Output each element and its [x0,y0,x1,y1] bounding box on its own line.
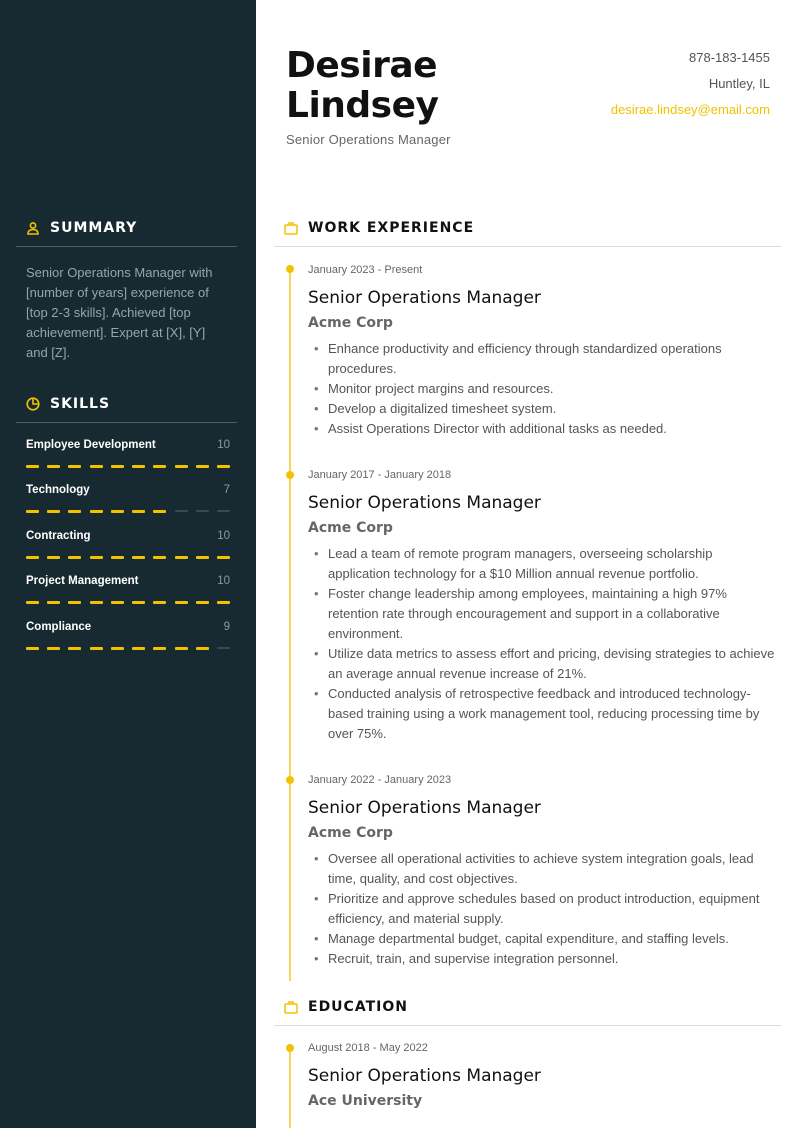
skill-name: Project Management [26,575,139,587]
job-company: Acme Corp [308,315,393,331]
skill-meter-segment [26,601,39,604]
skill-meter [26,647,230,650]
skill-item [26,484,230,513]
skill-level: 10 [217,575,230,587]
skill-meter-segment [111,647,124,650]
job-bullet: • Oversee all operational activities to achieve system integration goals, lead time, quality, and cost objectives. [308,849,778,889]
work-timeline [289,269,291,981]
skill-meter-segment [132,510,145,513]
skill-meter-segment [68,601,81,604]
person-icon [26,221,40,235]
location: Huntley, IL [708,76,770,91]
job-bullet: • Conducted analysis of retrospective feedback and introduced technology-based training using a work management tool, reducing processing time by over 75%. [308,684,778,744]
skill-level: 10 [217,439,230,451]
skill-meter-segment [196,465,209,468]
job-bullet: • Lead a team of remote program managers, overseeing scholarship application technology for a $10 Million annual revenue portfolio. [308,544,778,584]
skill-meter-segment [132,465,145,468]
skill-meter-segment [111,465,124,468]
skill-name: Compliance [26,621,92,633]
education-heading [284,999,408,1015]
skill-meter-segment [196,556,209,559]
skill-meter-segment [26,465,39,468]
timeline-dot [286,1044,294,1052]
skill-meter-segment [175,647,188,650]
skill-meter-segment [68,465,81,468]
skill-meter-segment [26,556,39,559]
briefcase-icon [284,1000,298,1014]
skill-meter-segment [153,510,166,513]
skills-heading-label: SKILLS [50,396,111,412]
summary-heading-label: SUMMARY [50,220,138,236]
job-bullet: • Monitor project margins and resources. [308,379,778,399]
skill-level: 10 [217,530,230,542]
skill-meter-segment [132,601,145,604]
timeline-dot [286,265,294,273]
job-bullet: • Utilize data metrics to assess effort and pricing, devising strategies to achieve an average annual revenue increase of 21%. [308,644,778,684]
skill-meter-segment [90,465,103,468]
timeline-dot [286,471,294,479]
job-company: Acme Corp [308,825,393,841]
skill-meter-segment [26,510,39,513]
skill-meter-segment [175,556,188,559]
skill-meter [26,510,230,513]
job-bullet: • Foster change leadership among employees, maintaining a high 97% retention rate through encouragement and support in a collaborative environment. [308,584,778,644]
skill-meter-segment [68,510,81,513]
job-bullet: • Develop a digitalized timesheet system. [308,399,778,419]
skill-meter-segment [90,510,103,513]
skill-meter-segment [111,510,124,513]
skill-meter-segment [217,510,230,512]
skill-meter-segment [111,601,124,604]
skill-meter-segment [217,465,230,468]
education-entry [308,1040,778,1111]
job-entry [308,467,778,744]
summary-heading [26,220,137,236]
skill-meter-segment [153,465,166,468]
job-entry [308,262,778,439]
contact-block [611,50,770,128]
skill-meter-segment [196,647,209,650]
skill-item [26,575,230,604]
job-company: Acme Corp [308,520,393,536]
job-bullets [308,849,778,969]
skill-meter-segment [90,647,103,650]
skill-meter-segment [68,556,81,559]
skill-name: Employee Development [26,439,156,451]
job-date: January 2023 - Present [308,264,423,276]
skill-meter-segment [47,510,60,513]
last-name: Lindsey [286,85,439,126]
skill-meter-segment [196,601,209,604]
education-heading-label: EDUCATION [308,999,408,1015]
work-divider [274,246,781,247]
job-bullet: • Enhance productivity and efficiency through standardized operations procedures. [308,339,778,379]
main-content [256,0,800,1128]
job-bullet: • Recruit, train, and supervise integration personnel. [308,949,778,969]
job-date: January 2022 - January 2023 [308,774,452,786]
briefcase-icon [284,221,298,235]
job-bullets [308,339,778,439]
skill-item [26,439,230,468]
education-title: Senior Operations Manager [308,1066,541,1086]
phone: 878-183-1455 [689,50,770,65]
job-entry [308,772,778,969]
job-bullet: • Assist Operations Director with additional tasks as needed. [308,419,778,439]
first-name: Desirae [286,45,438,86]
sidebar [0,0,256,1128]
skill-meter-segment [132,556,145,559]
skill-meter-segment [153,601,166,604]
work-experience-heading [284,220,474,236]
skill-meter-segment [111,556,124,559]
skill-meter [26,601,230,604]
skill-meter [26,465,230,468]
candidate-role: Senior Operations Manager [286,132,451,147]
skill-meter-segment [175,601,188,604]
education-date: August 2018 - May 2022 [308,1042,428,1054]
skill-meter-segment [175,510,188,512]
skill-meter-segment [217,647,230,649]
skill-meter-segment [153,647,166,650]
skill-meter-segment [153,556,166,559]
skill-meter-segment [47,647,60,650]
skill-meter-segment [217,601,230,604]
education-divider [274,1025,781,1026]
job-bullet: • Prioritize and approve schedules based on product introduction, equipment efficiency, and material supply. [308,889,778,929]
job-bullets [308,544,778,744]
skill-meter [26,556,230,559]
skill-meter-segment [47,556,60,559]
education-timeline [289,1048,291,1128]
skill-item [26,530,230,559]
email-link[interactable]: desirae.lindsey@email.com [610,102,770,117]
skill-meter-segment [26,647,39,650]
skill-meter-segment [90,601,103,604]
skill-item [26,621,230,650]
skill-name: Technology [26,484,90,496]
work-heading-label: WORK EXPERIENCE [308,220,475,236]
skill-level: 7 [223,484,230,496]
pie-chart-icon [26,397,40,411]
skill-level: 9 [223,621,230,633]
skill-meter-segment [68,647,81,650]
skill-meter-segment [175,465,188,468]
skills-divider [16,422,237,423]
skill-meter-segment [47,465,60,468]
job-title: Senior Operations Manager [308,493,541,513]
job-bullet: • Manage departmental budget, capital expenditure, and staffing levels. [308,929,778,949]
education-school: Ace University [308,1093,423,1109]
skill-meter-segment [217,556,230,559]
timeline-dot [286,776,294,784]
job-title: Senior Operations Manager [308,288,541,308]
skill-meter-segment [90,556,103,559]
skills-heading [26,396,110,412]
skill-name: Contracting [26,530,91,542]
job-title: Senior Operations Manager [308,798,541,818]
skill-meter-segment [47,601,60,604]
skill-meter-segment [132,647,145,650]
summary-divider [16,246,237,247]
summary-text: Senior Operations Manager with [number of years] experience of [top 2-3 skills]. Achieved [top achievement]. Expert at [X], [Y] and [Z]. [26,265,213,360]
job-date: January 2017 - January 2018 [308,469,452,481]
skill-meter-segment [196,510,209,512]
candidate-name [286,46,546,126]
